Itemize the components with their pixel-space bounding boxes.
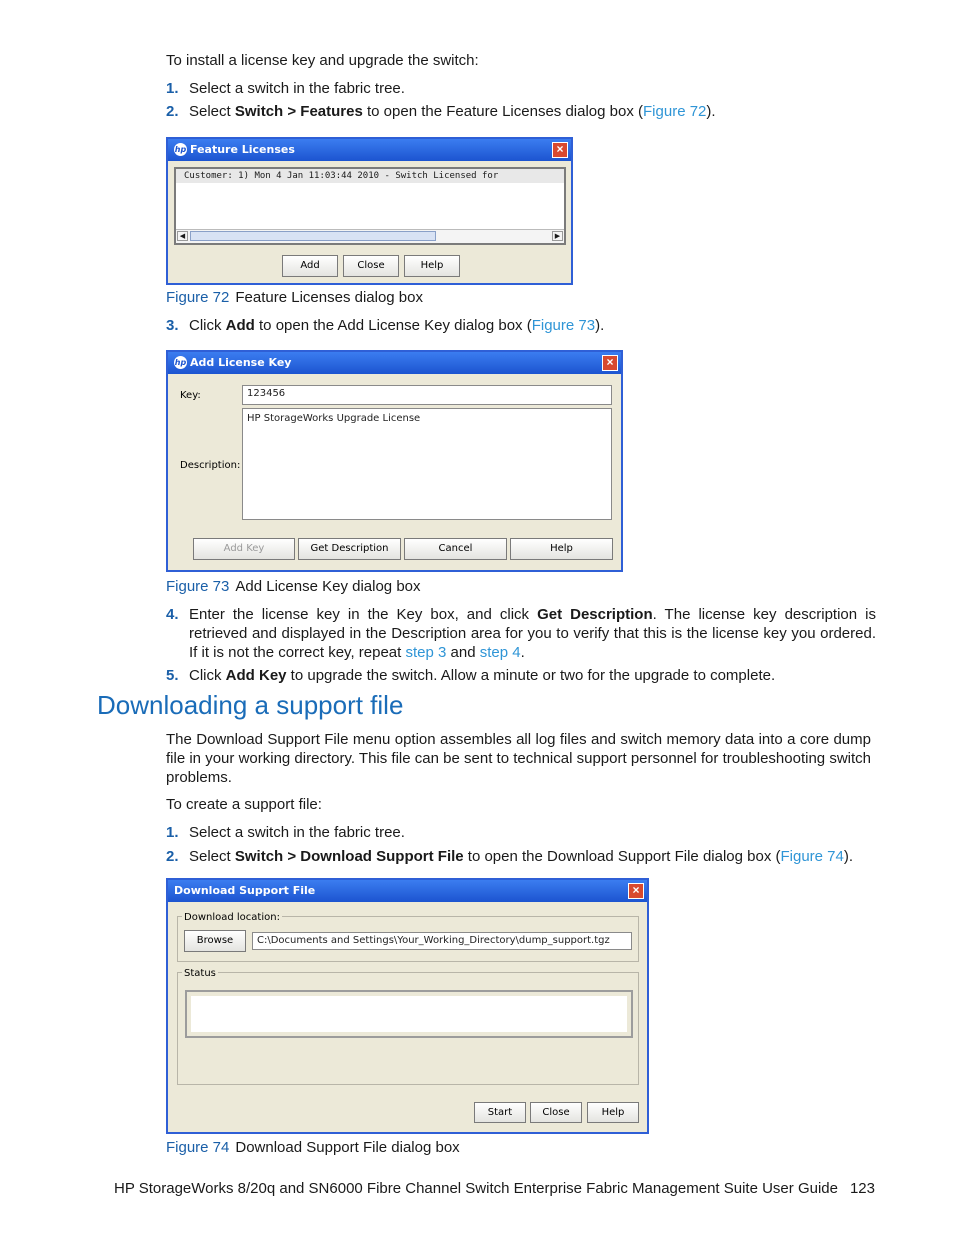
step-text: Select xyxy=(189,103,235,120)
step-number: 5. xyxy=(166,667,179,684)
step-text: to open the Feature Licenses dialog box ( xyxy=(362,103,644,120)
step-text: to upgrade the switch. Allow a minute or two for the upgrade to complete. xyxy=(286,667,776,684)
step-number: 1. xyxy=(166,824,179,841)
step-text: and xyxy=(446,644,480,661)
step-text: Click xyxy=(189,317,226,334)
close-icon[interactable]: × xyxy=(602,355,618,371)
add-button[interactable]: Add xyxy=(282,255,338,277)
license-list[interactable] xyxy=(174,167,566,245)
step-text: ). xyxy=(843,848,854,865)
step-text: Click xyxy=(189,667,226,684)
download-location-label: Download location: xyxy=(184,912,280,923)
hp-logo-icon: hp xyxy=(174,357,187,367)
ui-term: Get Description xyxy=(537,606,653,623)
figure-73-link[interactable]: Figure 73 xyxy=(531,317,596,334)
step-text: to open the Download Support File dialog box ( xyxy=(463,848,781,865)
footer-title: HP StorageWorks 8/20q and SN6000 Fibre Channel Switch Enterprise Fabric Management Suite User Guide xyxy=(113,1180,838,1197)
browse-button[interactable]: Browse xyxy=(184,930,246,952)
close-icon[interactable]: × xyxy=(628,883,644,899)
dialog-title-bar xyxy=(168,880,647,902)
page-footer xyxy=(114,1180,875,1197)
step-text: ). xyxy=(706,103,716,120)
key-label: Key: xyxy=(180,390,201,401)
figure-label: Figure 73 xyxy=(166,578,230,595)
download-path-input[interactable]: C:\Documents and Settings\Your_Working_Directory\dump_support.tgz xyxy=(252,932,632,950)
caption-text: Add License Key dialog box xyxy=(235,578,421,595)
download-support-file-dialog xyxy=(166,878,649,1134)
add-license-key-dialog xyxy=(166,350,623,572)
figure-label: Figure 72 xyxy=(166,289,230,306)
step-text: Select a switch in the fabric tree. xyxy=(189,824,405,841)
scroll-right-icon[interactable]: ▶ xyxy=(552,231,563,241)
dialog-title: Feature Licenses xyxy=(190,143,295,156)
figure-72-caption xyxy=(166,288,423,307)
step-number: 1. xyxy=(166,80,179,97)
feature-licenses-dialog xyxy=(166,137,573,285)
menu-path: Switch > Download Support File xyxy=(234,848,464,865)
help-button[interactable]: Help xyxy=(510,538,613,560)
start-button[interactable]: Start xyxy=(474,1102,526,1123)
step-text: ). xyxy=(595,317,605,334)
scrollbar-thumb[interactable] xyxy=(190,231,436,241)
page-number: 123 xyxy=(849,1180,875,1197)
step-number: 4. xyxy=(166,606,179,623)
step-text: Select xyxy=(189,848,235,865)
close-icon[interactable]: × xyxy=(552,142,568,158)
cancel-button[interactable]: Cancel xyxy=(404,538,507,560)
figure-72-link[interactable]: Figure 72 xyxy=(643,103,707,120)
status-label: Status xyxy=(184,968,216,979)
scroll-left-icon[interactable]: ◀ xyxy=(177,231,188,241)
add-key-button[interactable]: Add Key xyxy=(193,538,295,560)
caption-text: Download Support File dialog box xyxy=(235,1139,460,1156)
status-area xyxy=(185,990,633,1038)
figure-label: Figure 74 xyxy=(166,1139,230,1156)
ui-term: Add xyxy=(225,317,255,334)
support-intro: To create a support file: xyxy=(166,796,322,813)
step-number: 3. xyxy=(166,317,179,334)
key-input[interactable]: 123456 xyxy=(242,385,612,405)
step-text: Enter the license key in the Key box, and click xyxy=(189,606,538,623)
step-3-link[interactable]: step 3 xyxy=(405,644,447,661)
step-text: . The license key description is retrieved and displayed in the Description area for you to verify that this is the license key you ordered. If it is not the correct key, repeat xyxy=(189,606,876,661)
hp-logo-icon: hp xyxy=(174,144,187,154)
step-text: . xyxy=(520,644,525,661)
step-number: 2. xyxy=(166,848,179,865)
figure-74-link[interactable]: Figure 74 xyxy=(780,848,844,865)
caption-text: Feature Licenses dialog box xyxy=(235,289,423,306)
help-button[interactable]: Help xyxy=(587,1102,639,1123)
step-text: Select a switch in the fabric tree. xyxy=(189,80,405,97)
step-text: to open the Add License Key dialog box ( xyxy=(254,317,532,334)
dialog-title-bar xyxy=(168,352,621,374)
get-description-button[interactable]: Get Description xyxy=(298,538,401,560)
dialog-title-bar xyxy=(168,139,571,161)
dialog-title: Download Support File xyxy=(174,884,316,897)
figure-73-caption xyxy=(166,577,421,596)
horizontal-scrollbar[interactable] xyxy=(176,229,564,243)
description-textarea[interactable]: HP StorageWorks Upgrade License xyxy=(242,408,612,520)
section-heading: Downloading a support file xyxy=(97,690,404,720)
description-label: Description: xyxy=(180,460,241,471)
step-4-link[interactable]: step 4 xyxy=(479,644,521,661)
figure-74-caption xyxy=(166,1138,460,1157)
ui-term: Add Key xyxy=(225,667,287,684)
help-button[interactable]: Help xyxy=(404,255,460,277)
support-paragraph: The Download Support File menu option assembles all log files and switch memory data into a core dump file in your working directory. This file can be sent to technical support personnel for troubleshooting switch problems. xyxy=(166,731,871,786)
close-button[interactable]: Close xyxy=(530,1102,582,1123)
dialog-title: Add License Key xyxy=(190,356,292,369)
license-list-row[interactable]: Customer: 1) Mon 4 Jan 11:03:44 2010 - Switch Licensed for xyxy=(176,169,564,183)
menu-path: Switch > Features xyxy=(234,103,363,120)
intro-text: To install a license key and upgrade the switch: xyxy=(166,52,479,69)
step-number: 2. xyxy=(166,103,179,120)
close-button[interactable]: Close xyxy=(343,255,399,277)
status-text-box xyxy=(191,996,627,1032)
